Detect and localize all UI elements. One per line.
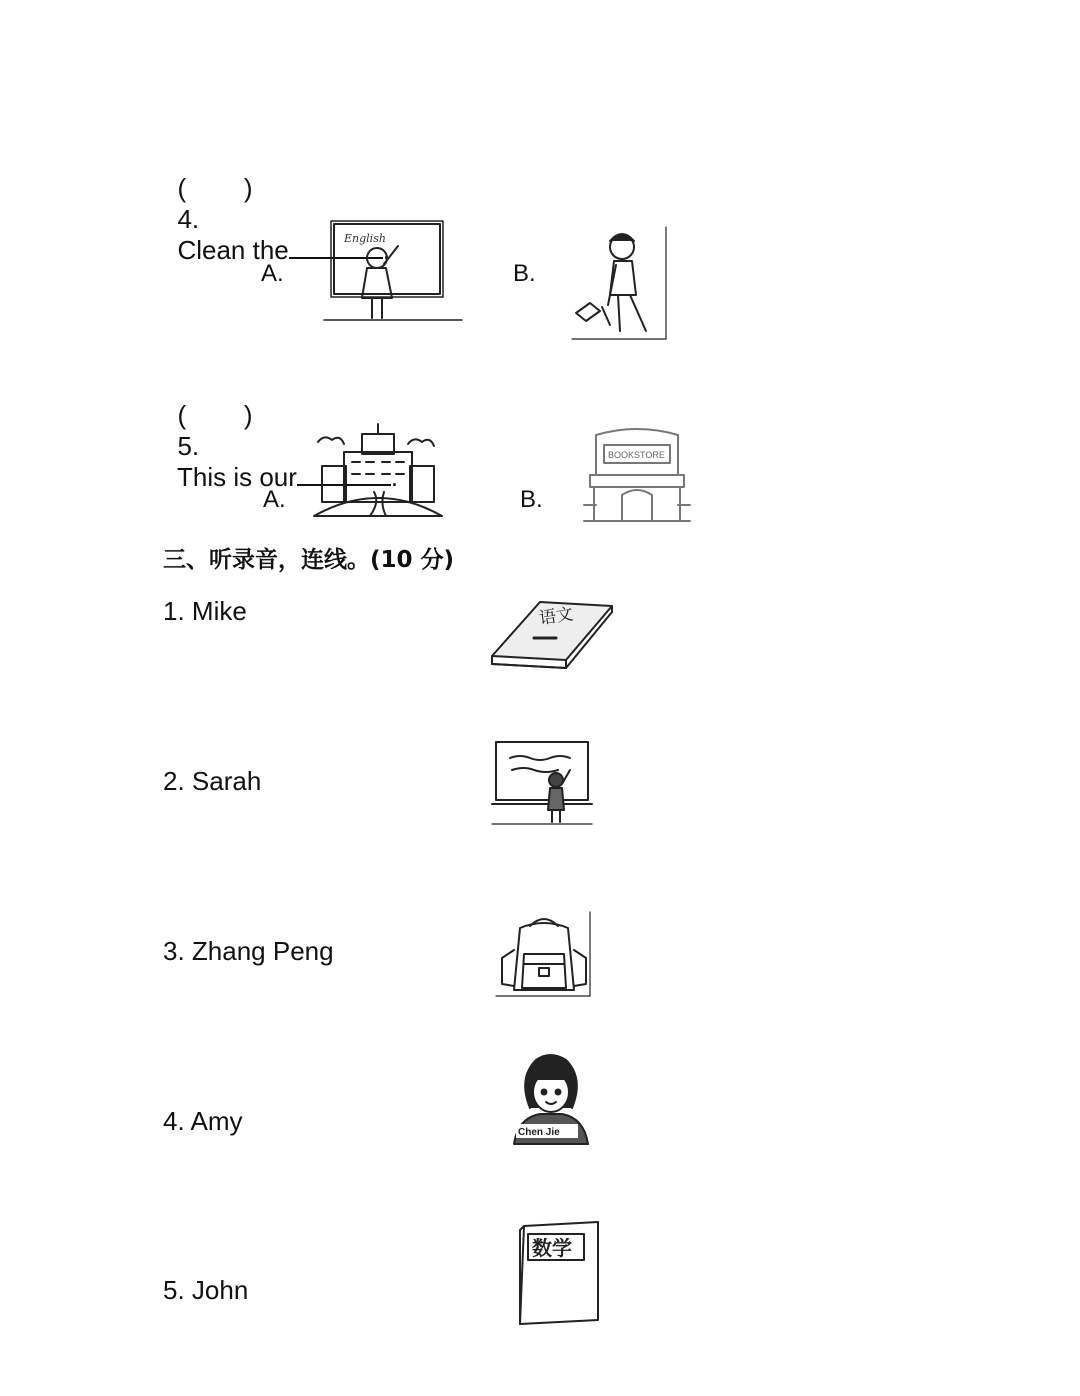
picture-clean-blackboard bbox=[322, 220, 467, 330]
picture-schoolbag bbox=[494, 910, 596, 1000]
picture-bookstore bbox=[582, 425, 692, 530]
match-name-1: 1. Mike bbox=[163, 596, 247, 626]
option-label-b: B. bbox=[513, 260, 536, 287]
picture-math-book bbox=[512, 1220, 604, 1330]
option-label-b: B. bbox=[520, 486, 543, 513]
answer-paren: ( ) bbox=[177, 173, 253, 203]
match-name-2: 2. Sarah bbox=[163, 766, 262, 796]
picture-blackboard bbox=[490, 738, 594, 828]
picture-girl-chen-jie bbox=[510, 1048, 592, 1148]
picture-school bbox=[308, 420, 448, 520]
book-title: 数学 bbox=[532, 1236, 572, 1260]
name-badge: Chen Jie bbox=[518, 1127, 560, 1138]
question-text: This is our bbox=[176, 462, 297, 492]
question-end: . bbox=[382, 235, 390, 265]
book-title: 语文 bbox=[537, 604, 575, 629]
option-label-a: A. bbox=[263, 486, 286, 513]
blackboard-text: English bbox=[344, 232, 386, 245]
question-text: Clean the bbox=[177, 235, 289, 265]
picture-chinese-book bbox=[488, 598, 616, 670]
match-name-5: 5. John bbox=[163, 1275, 249, 1305]
section-title: 三、听录音，连线。(10 分) bbox=[163, 547, 455, 573]
bookstore-sign: BOOKSTORE bbox=[608, 450, 665, 460]
option-label-a: A. bbox=[261, 260, 284, 287]
picture-sweep-floor bbox=[570, 225, 670, 343]
match-name-3: 3. Zhang Peng bbox=[163, 936, 334, 966]
question-end: . bbox=[390, 462, 399, 492]
answer-paren: ( ) bbox=[177, 400, 253, 430]
question-number: 5. bbox=[177, 431, 200, 461]
match-name-4: 4. Amy bbox=[163, 1106, 243, 1136]
question-number: 4. bbox=[177, 204, 200, 234]
